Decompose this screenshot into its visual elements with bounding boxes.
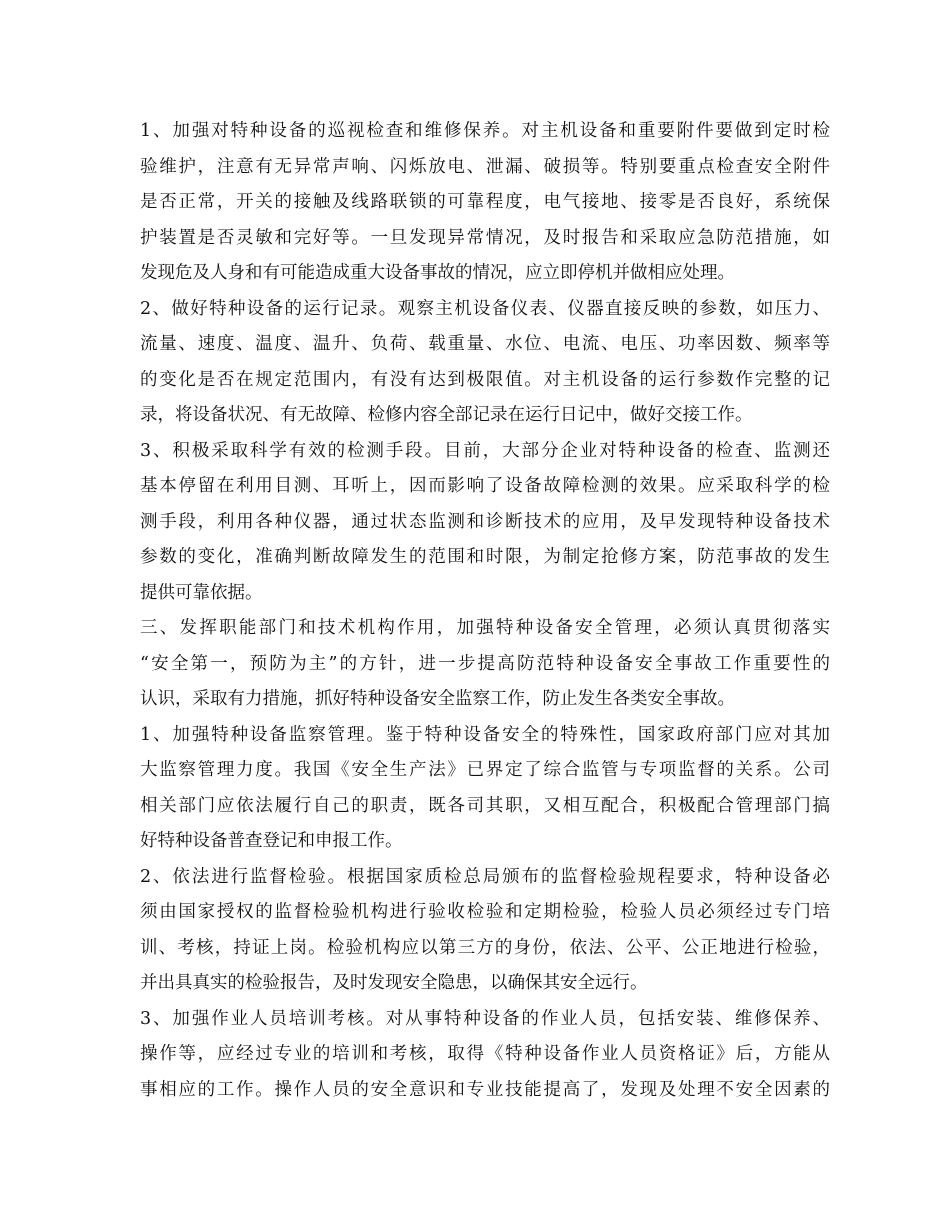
text-line: 大监察管理力度。我国《安全生产法》已界定了综合监管与专项监督的关系。公司 (140, 760, 830, 780)
text-line: 测手段，利用各种仪器，通过状态监测和诊断技术的应用，及早发现特种设备技术 (140, 511, 830, 532)
text-line: 3、加强作业人员培训考核。对从事特种设备的作业人员，包括安装、维修保养、 (140, 1008, 830, 1029)
text-line: 是否正常，开关的接触及线路联锁的可靠程度，电气接地、接零是否良好，系统保 (140, 192, 830, 212)
section-heading-functional-departments (140, 611, 830, 718)
text-line: 相关部门应依法履行自己的职责，既各司其职，又相互配合，积极配合管理部门搞 (140, 795, 830, 816)
text-line: 2、做好特种设备的运行记录。观察主机设备仪表、仪器直接反映的参数，如压力、 (140, 298, 830, 319)
text-line: 须由国家授权的监督检验机构进行验收检验和定期检验，检验人员必须经过专门培 (140, 902, 830, 922)
text-line: 的变化是否在规定范围内，有没有达到极限值。对主机设备的运行参数作完整的记 (140, 369, 830, 390)
text-line: 发现危及人身和有可能造成重大设备事故的情况，应立即停机并做相应处理。 (140, 263, 735, 283)
text-line: 事相应的工作。操作人员的安全意识和专业技能提高了，发现及处理不安全因素的 (140, 1079, 830, 1100)
text-line: 3、积极采取科学有效的检测手段。目前，大部分企业对特种设备的检查、监测还 (140, 440, 830, 461)
paragraph-supervision-inspection (140, 860, 830, 1002)
text-line: 操作等，应经过专业的培训和考核，取得《特种设备作业人员资格证》后，方能从 (140, 1044, 830, 1064)
text-line: 验维护，注意有无异常声响、闪烁放电、泄漏、破损等。特别要重点检查安全附件 (140, 156, 830, 177)
paragraph-detection-methods (140, 434, 830, 612)
text-line: “安全第一，预防为主”的方针，进一步提高防范特种设备安全事故工作重要性的 (140, 653, 830, 674)
text-line: 好特种设备普查登记和申报工作。 (140, 831, 403, 851)
text-line: 1、加强特种设备监察管理。鉴于特种设备安全的特殊性，国家政府部门应对其加 (140, 724, 830, 745)
paragraph-inspection-maintenance (140, 114, 830, 292)
text-line: 三、发挥职能部门和技术机构作用，加强特种设备安全管理，必须认真贯彻落实 (140, 618, 830, 638)
paragraph-operation-records (140, 292, 830, 434)
text-line: 参数的变化，准确判断故障发生的范围和时限，为制定抢修方案，防范事故的发生 (140, 547, 830, 567)
text-line: 提供可靠依据。 (140, 582, 263, 603)
text-line: 2、依法进行监督检验。根据国家质检总局颁布的监督检验规程要求，特种设备必 (140, 866, 830, 887)
text-line: 并出具真实的检验报告，及时发现安全隐患，以确保其安全远行。 (140, 973, 648, 993)
text-line: 录，将设备状况、有无故障、检修内容全部记录在运行日记中，做好交接工作。 (140, 405, 753, 425)
text-line: 护装置是否灵敏和完好等。一旦发现异常情况，及时报告和采取应急防范措施，如 (140, 227, 830, 248)
text-line: 基本停留在利用目测、耳听上，因而影响了设备故障检测的效果。应采取科学的检 (140, 476, 830, 496)
paragraph-operator-training (140, 1002, 830, 1109)
paragraph-supervision-management (140, 718, 830, 860)
document-body (140, 114, 830, 1108)
text-line: 流量、速度、温度、温升、负荷、载重量、水位、电流、电压、功率因数、频率等 (140, 334, 830, 354)
text-line: 1、加强对特种设备的巡视检查和维修保养。对主机设备和重要附件要做到定时检 (140, 121, 830, 141)
text-line: 训、考核，持证上岗。检验机构应以第三方的身份，依法、公平、公正地进行检验， (140, 937, 830, 958)
text-line: 认识，采取有力措施，抓好特种设备安全监察工作，防止发生各类安全事故。 (140, 689, 735, 709)
